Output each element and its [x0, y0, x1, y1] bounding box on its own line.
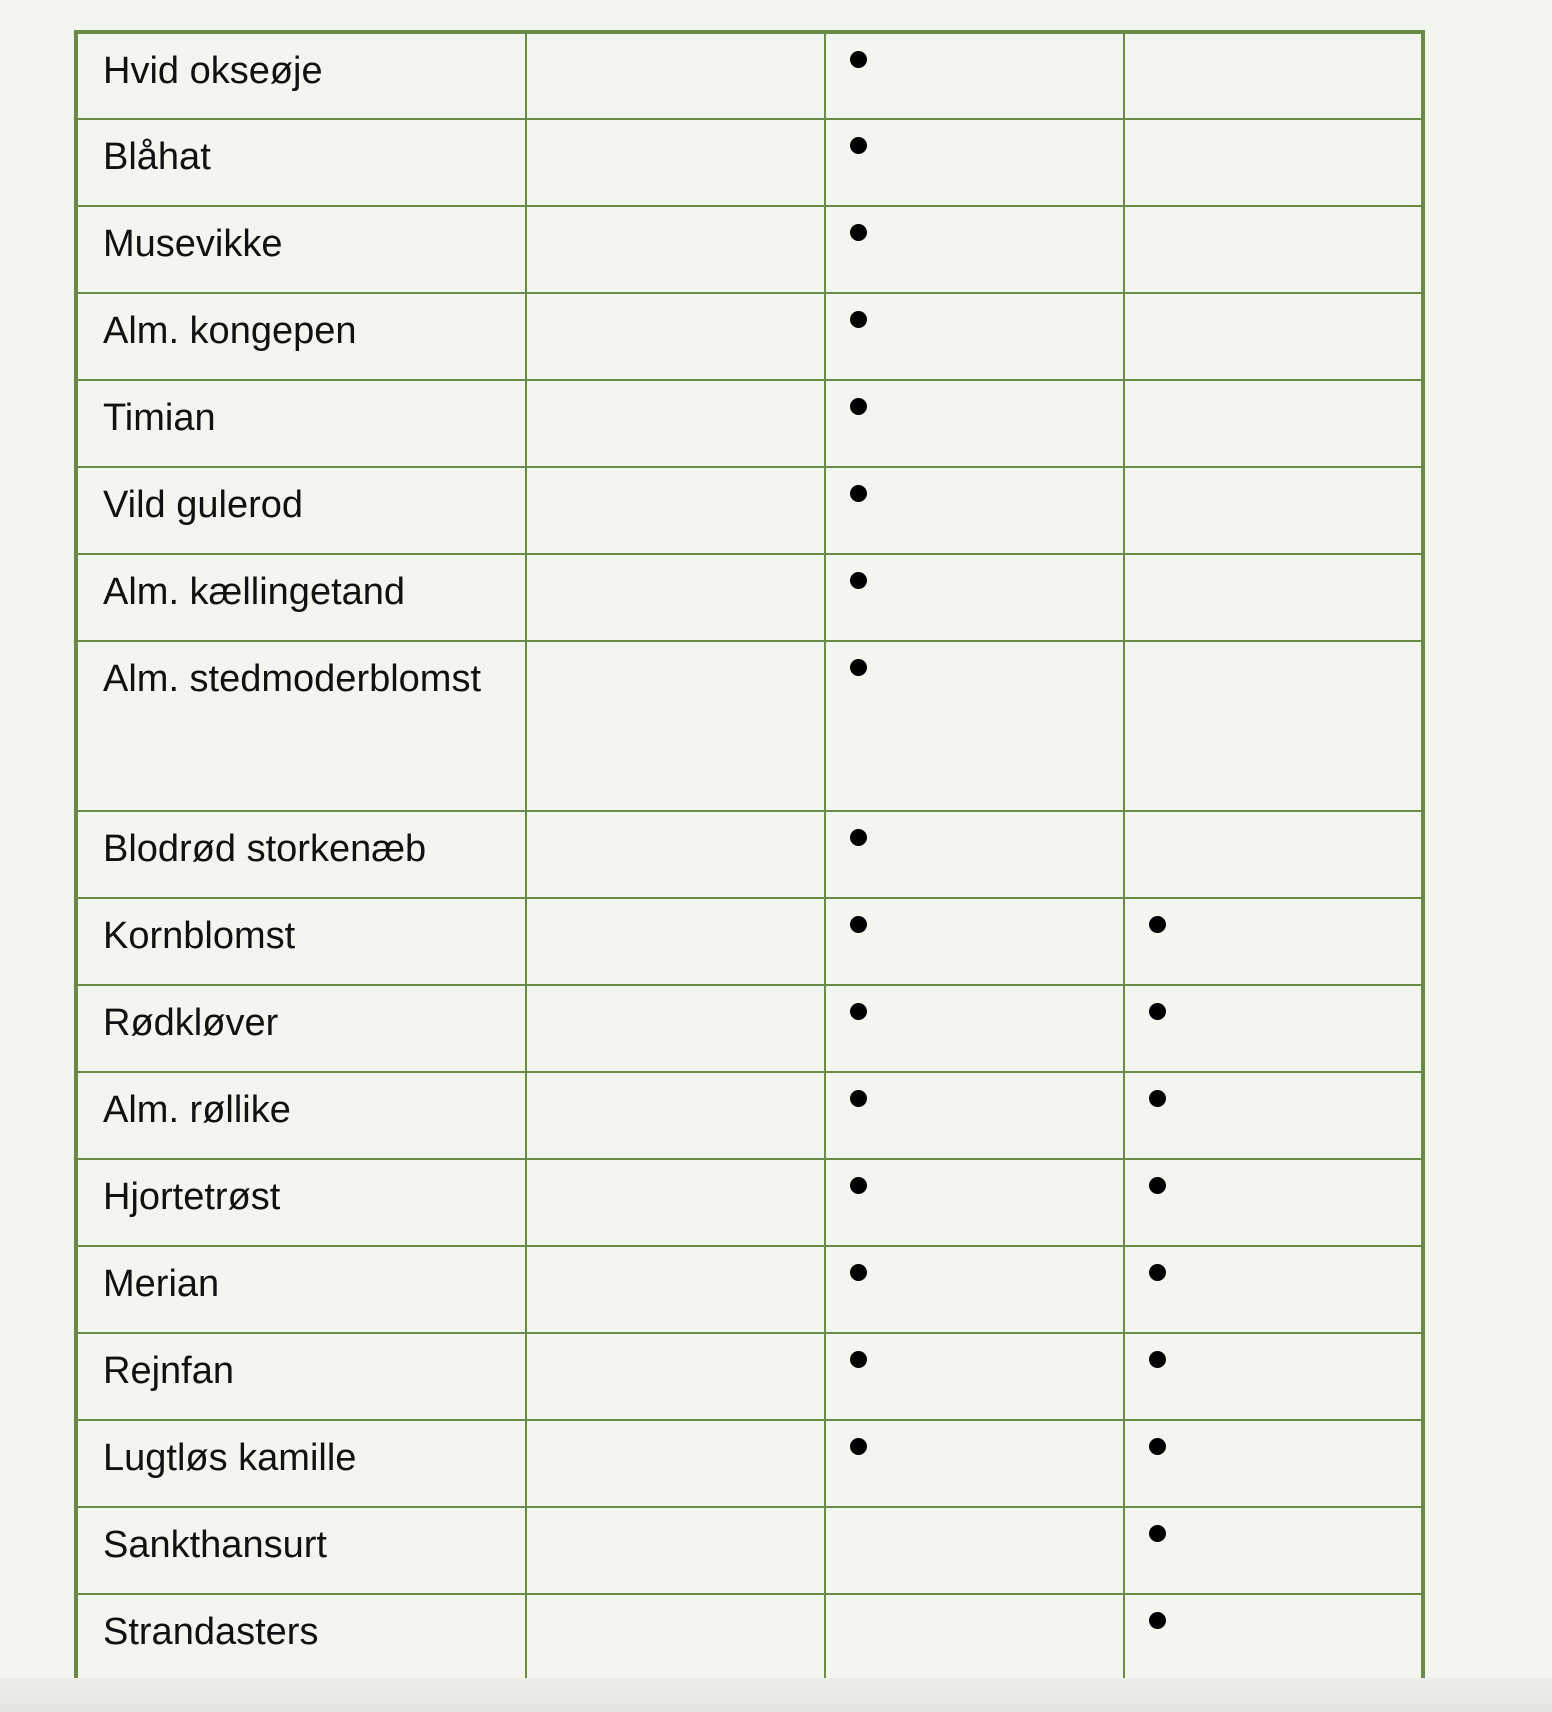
mark-cell-col-1	[526, 554, 825, 641]
mark-cell-col-3	[1124, 554, 1423, 641]
mark-cell-col-2	[825, 985, 1124, 1072]
species-name-cell	[76, 380, 526, 467]
species-name-cell	[76, 206, 526, 293]
species-name: Rødkløver	[103, 1002, 279, 1044]
mark-cell-col-2	[825, 380, 1124, 467]
bullet-dot-icon	[1149, 1003, 1166, 1020]
species-name-cell	[76, 1333, 526, 1420]
species-name: Blodrød storkenæb	[103, 828, 427, 870]
species-name: Vild gulerod	[103, 484, 304, 526]
species-name-cell	[76, 1507, 526, 1594]
bullet-dot-icon	[850, 137, 867, 154]
mark-cell-col-2	[825, 32, 1124, 119]
mark-cell-col-2	[825, 293, 1124, 380]
species-name-cell	[76, 898, 526, 985]
mark-cell-col-1	[526, 641, 825, 811]
table-row	[76, 1594, 1423, 1681]
species-name: Rejnfan	[103, 1350, 234, 1392]
mark-cell-col-3	[1124, 985, 1423, 1072]
mark-cell-col-2	[825, 1333, 1124, 1420]
bullet-dot-icon	[850, 1090, 867, 1107]
table-row	[76, 380, 1423, 467]
mark-cell-col-1	[526, 380, 825, 467]
species-name: Timian	[103, 397, 216, 439]
mark-cell-col-1	[526, 1072, 825, 1159]
species-name-cell	[76, 119, 526, 206]
bullet-dot-icon	[850, 1351, 867, 1368]
mark-cell-col-3	[1124, 1159, 1423, 1246]
mark-cell-col-1	[526, 898, 825, 985]
species-name-cell	[76, 641, 526, 811]
table-row	[76, 32, 1423, 119]
bullet-dot-icon	[850, 224, 867, 241]
bullet-dot-icon	[1149, 1351, 1166, 1368]
mark-cell-col-1	[526, 119, 825, 206]
mark-cell-col-2	[825, 898, 1124, 985]
mark-cell-col-1	[526, 1507, 825, 1594]
mark-cell-col-1	[526, 1594, 825, 1681]
mark-cell-col-3	[1124, 1072, 1423, 1159]
bullet-dot-icon	[1149, 1090, 1166, 1107]
species-name: Alm. røllike	[103, 1089, 291, 1131]
bullet-dot-icon	[1149, 1264, 1166, 1281]
mark-cell-col-1	[526, 1333, 825, 1420]
mark-cell-col-1	[526, 1246, 825, 1333]
mark-cell-col-2	[825, 1507, 1124, 1594]
mark-cell-col-1	[526, 811, 825, 898]
table-row	[76, 467, 1423, 554]
species-name-cell	[76, 1159, 526, 1246]
table-row	[76, 1159, 1423, 1246]
species-name: Lugtløs kamille	[103, 1437, 357, 1479]
species-name: Hvid okseøje	[103, 50, 323, 92]
bullet-dot-icon	[850, 1438, 867, 1455]
mark-cell-col-1	[526, 206, 825, 293]
species-name-cell	[76, 811, 526, 898]
bullet-dot-icon	[850, 659, 867, 676]
mark-cell-col-1	[526, 467, 825, 554]
mark-cell-col-3	[1124, 1246, 1423, 1333]
mark-cell-col-3	[1124, 1333, 1423, 1420]
bullet-dot-icon	[1149, 1612, 1166, 1629]
mark-cell-col-3	[1124, 293, 1423, 380]
mark-cell-col-3	[1124, 898, 1423, 985]
species-name-cell	[76, 985, 526, 1072]
bullet-dot-icon	[850, 398, 867, 415]
species-name: Alm. kællingetand	[103, 571, 406, 613]
bullet-dot-icon	[850, 829, 867, 846]
species-name-cell	[76, 1246, 526, 1333]
species-name-cell	[76, 293, 526, 380]
species-name-cell	[76, 1072, 526, 1159]
species-name: Sankthansurt	[103, 1524, 327, 1566]
mark-cell-col-3	[1124, 119, 1423, 206]
species-name-cell	[76, 1420, 526, 1507]
bullet-dot-icon	[1149, 916, 1166, 933]
bullet-dot-icon	[1149, 1438, 1166, 1455]
species-table	[74, 30, 1425, 1683]
mark-cell-col-3	[1124, 1594, 1423, 1681]
bullet-dot-icon	[850, 572, 867, 589]
mark-cell-col-2	[825, 1594, 1124, 1681]
species-name: Kornblomst	[103, 915, 296, 957]
bullet-dot-icon	[1149, 1177, 1166, 1194]
mark-cell-col-1	[526, 1159, 825, 1246]
mark-cell-col-2	[825, 1420, 1124, 1507]
table-row	[76, 293, 1423, 380]
species-name-cell	[76, 32, 526, 119]
table-row	[76, 119, 1423, 206]
mark-cell-col-2	[825, 467, 1124, 554]
species-name: Musevikke	[103, 223, 283, 265]
species-name: Hjortetrøst	[103, 1176, 281, 1218]
bullet-dot-icon	[850, 1264, 867, 1281]
species-name-cell	[76, 467, 526, 554]
mark-cell-col-1	[526, 985, 825, 1072]
mark-cell-col-2	[825, 554, 1124, 641]
bullet-dot-icon	[850, 485, 867, 502]
bullet-dot-icon	[1149, 1525, 1166, 1542]
table-row	[76, 1246, 1423, 1333]
mark-cell-col-2	[825, 119, 1124, 206]
bullet-dot-icon	[850, 51, 867, 68]
species-name: Alm. stedmoderblomst	[103, 658, 482, 700]
table-row	[76, 1072, 1423, 1159]
table-row	[76, 206, 1423, 293]
mark-cell-col-3	[1124, 1420, 1423, 1507]
mark-cell-col-3	[1124, 1507, 1423, 1594]
species-name-cell	[76, 1594, 526, 1681]
bullet-dot-icon	[850, 916, 867, 933]
table-body	[76, 32, 1423, 1681]
table-row	[76, 811, 1423, 898]
mark-cell-col-2	[825, 641, 1124, 811]
table-row	[76, 554, 1423, 641]
mark-cell-col-1	[526, 293, 825, 380]
page-bottom-edge	[0, 1678, 1552, 1712]
mark-cell-col-2	[825, 1072, 1124, 1159]
species-name: Alm. kongepen	[103, 310, 357, 352]
table-row	[76, 1507, 1423, 1594]
table-row	[76, 898, 1423, 985]
mark-cell-col-3	[1124, 380, 1423, 467]
species-name: Blåhat	[103, 136, 211, 178]
mark-cell-col-2	[825, 206, 1124, 293]
mark-cell-col-1	[526, 1420, 825, 1507]
mark-cell-col-3	[1124, 32, 1423, 119]
table-row	[76, 1333, 1423, 1420]
mark-cell-col-3	[1124, 467, 1423, 554]
species-name: Merian	[103, 1263, 220, 1305]
species-name: Strandasters	[103, 1611, 319, 1653]
mark-cell-col-1	[526, 32, 825, 119]
mark-cell-col-3	[1124, 811, 1423, 898]
mark-cell-col-3	[1124, 641, 1423, 811]
bullet-dot-icon	[850, 1177, 867, 1194]
bullet-dot-icon	[850, 311, 867, 328]
species-table-wrapper	[74, 30, 1425, 1683]
table-row	[76, 641, 1423, 811]
mark-cell-col-2	[825, 1159, 1124, 1246]
mark-cell-col-2	[825, 811, 1124, 898]
mark-cell-col-3	[1124, 206, 1423, 293]
species-name-cell	[76, 554, 526, 641]
table-row	[76, 985, 1423, 1072]
table-row	[76, 1420, 1423, 1507]
bullet-dot-icon	[850, 1003, 867, 1020]
mark-cell-col-2	[825, 1246, 1124, 1333]
